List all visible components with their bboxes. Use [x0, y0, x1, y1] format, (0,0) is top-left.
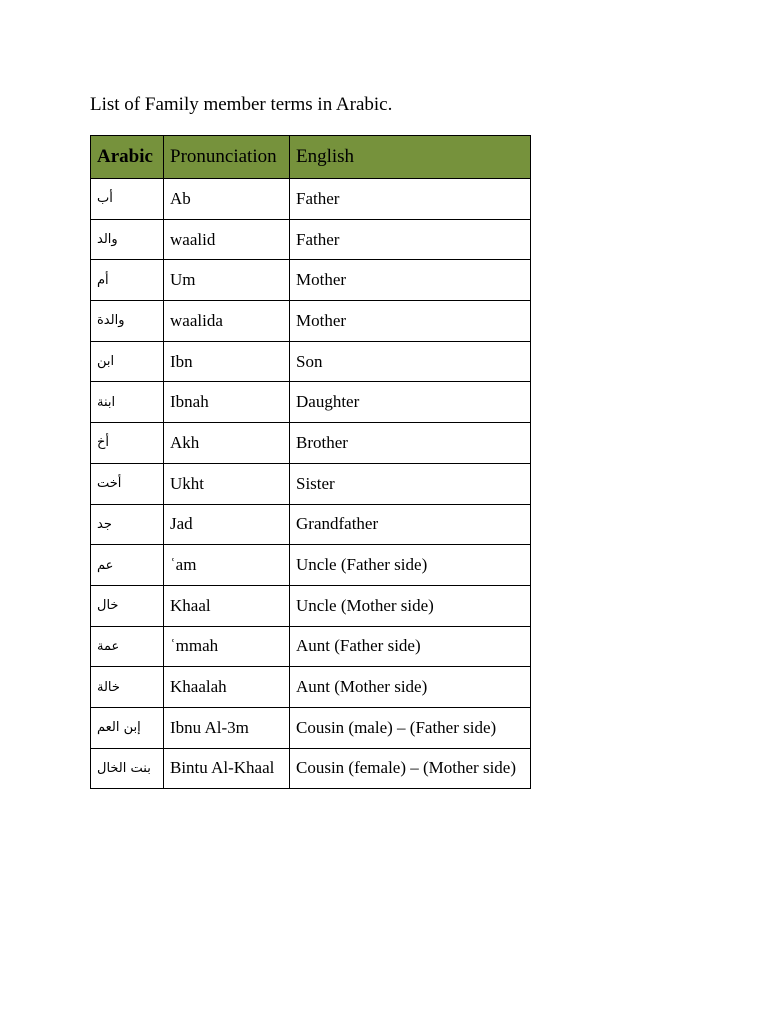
cell-pronunciation: ʿmmah [164, 626, 290, 667]
cell-arabic: إبن العم [91, 707, 164, 748]
cell-english: Son [290, 341, 531, 382]
cell-english: Father [290, 219, 531, 260]
table-row [91, 463, 531, 504]
cell-pronunciation: ʿam [164, 545, 290, 586]
cell-arabic: أخ [91, 423, 164, 464]
cell-pronunciation: Khaal [164, 585, 290, 626]
cell-english: Uncle (Father side) [290, 545, 531, 586]
column-header-pronunciation: Pronunciation [164, 136, 290, 179]
table-row [91, 219, 531, 260]
cell-arabic: جد [91, 504, 164, 545]
cell-english: Cousin (male) – (Father side) [290, 707, 531, 748]
cell-english: Mother [290, 260, 531, 301]
cell-english: Mother [290, 301, 531, 342]
cell-pronunciation: Ab [164, 179, 290, 220]
cell-arabic: والدة [91, 301, 164, 342]
table-header-row [91, 136, 531, 179]
cell-pronunciation: Khaalah [164, 667, 290, 708]
cell-arabic: أب [91, 179, 164, 220]
cell-english: Grandfather [290, 504, 531, 545]
cell-english: Cousin (female) – (Mother side) [290, 748, 531, 789]
table-row [91, 260, 531, 301]
table-row [91, 504, 531, 545]
cell-english: Father [290, 179, 531, 220]
cell-arabic: بنت الخال [91, 748, 164, 789]
cell-pronunciation: Jad [164, 504, 290, 545]
table-row [91, 667, 531, 708]
cell-english: Daughter [290, 382, 531, 423]
cell-arabic: أم [91, 260, 164, 301]
family-terms-table [90, 135, 531, 789]
table-row [91, 341, 531, 382]
cell-pronunciation: waalid [164, 219, 290, 260]
table-row [91, 301, 531, 342]
cell-arabic: خالة [91, 667, 164, 708]
cell-arabic: ابنة [91, 382, 164, 423]
document-title: List of Family member terms in Arabic. [90, 94, 393, 115]
table-row [91, 585, 531, 626]
cell-pronunciation: Bintu Al-Khaal [164, 748, 290, 789]
cell-pronunciation: waalida [164, 301, 290, 342]
cell-pronunciation: Ibn [164, 341, 290, 382]
cell-pronunciation: Akh [164, 423, 290, 464]
cell-english: Aunt (Father side) [290, 626, 531, 667]
cell-pronunciation: Ibnah [164, 382, 290, 423]
cell-arabic: عم [91, 545, 164, 586]
cell-pronunciation: Ukht [164, 463, 290, 504]
cell-arabic: عمة [91, 626, 164, 667]
table-row [91, 707, 531, 748]
table-row [91, 382, 531, 423]
table-row [91, 423, 531, 464]
cell-english: Brother [290, 423, 531, 464]
cell-arabic: ابن [91, 341, 164, 382]
table-row [91, 748, 531, 789]
cell-english: Uncle (Mother side) [290, 585, 531, 626]
cell-english: Aunt (Mother side) [290, 667, 531, 708]
cell-pronunciation: Ibnu Al-3m [164, 707, 290, 748]
cell-arabic: خال [91, 585, 164, 626]
table-row [91, 626, 531, 667]
column-header-arabic: Arabic [91, 136, 164, 179]
cell-arabic: والد [91, 219, 164, 260]
table-row [91, 179, 531, 220]
table-row [91, 545, 531, 586]
cell-english: Sister [290, 463, 531, 504]
table-body [91, 179, 531, 789]
cell-pronunciation: Um [164, 260, 290, 301]
cell-arabic: أخت [91, 463, 164, 504]
column-header-english: English [290, 136, 531, 179]
